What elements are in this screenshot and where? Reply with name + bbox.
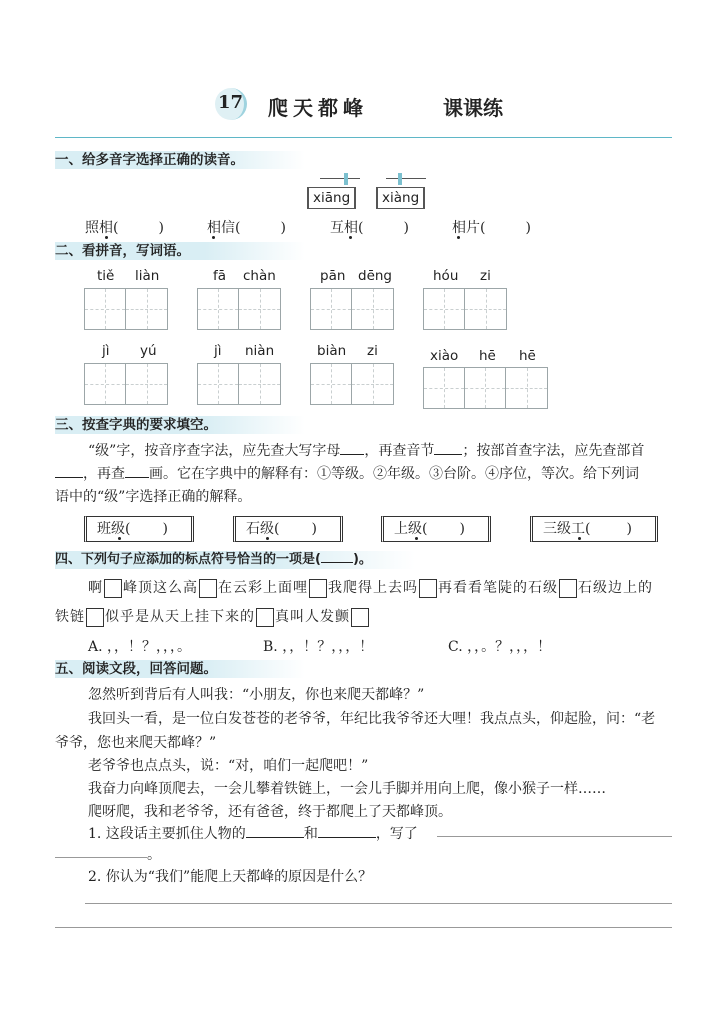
q4-sentence-line-2: 铁链 似乎是从天上挂下来的 真叫人发颤 [55,606,370,627]
answer-line[interactable] [85,903,672,904]
question-1-end: 。 [147,847,161,863]
pinyin-fachan-2: chàn [243,268,276,284]
pinyin-bianzi-2: zi [367,343,378,359]
q4-sentence-line-1: 啊 峰顶这么高 在云彩上面哩 我爬得上去吗 再看看笔陡的石级 石级边上的 [88,580,653,596]
lesson-title: 爬天都峰 [268,96,368,120]
pinyin-tielian-2: liàn [135,268,160,284]
writing-grid[interactable] [197,363,281,405]
pinyin-houzi-2: zi [480,268,491,284]
punctuation-box[interactable] [86,608,104,627]
writing-grid[interactable] [310,363,394,405]
reading-option-2: xiàng [376,187,425,209]
section-5-heading: 五、阅读文段，回答问题。 [55,660,305,678]
emphasis-dot [457,236,460,239]
punctuation-box[interactable] [104,579,122,598]
passage-paragraph-4: 我奋力向峰顶爬去，一会儿攀着铁链上，一会儿手脚并用向上爬，像小猴子一样…… [88,781,606,797]
pinyin-jiyu-2: yú [140,343,157,359]
reading-marker-1 [344,173,348,185]
writing-grid[interactable] [84,288,168,330]
word-zhaoxiang: 照相( ) [85,220,164,236]
question-2: 2. 你认为“我们”能爬上天都峰的原因是什么？ [88,869,373,885]
question-1: 1. 这段话主要抓住人物的 和 ，写了 [88,826,418,842]
reading-option-1: xiāng [307,187,356,209]
word-xiangpian: 相片( ) [452,220,531,236]
emphasis-dot [118,537,121,540]
section-1-heading: 一、给多音字选择正确的读音。 [55,151,305,169]
writing-grid[interactable] [423,367,548,409]
header-divider [55,137,672,138]
punctuation-box[interactable] [559,579,577,598]
emphasis-dot [415,537,418,540]
section-4-heading: 四、下列句子应添加的标点符号恰当的一项是( )。 [55,551,415,569]
section-3-heading: 三、按查字典的要求填空。 [55,416,305,434]
section-2-heading: 二、看拼音，写词语。 [55,242,305,260]
punctuation-box[interactable] [309,579,327,598]
word-huxiang: 互相( ) [330,220,409,236]
answer-line[interactable] [55,857,147,858]
pinyin-tielian-1: tiě [97,268,115,284]
answer-line[interactable] [437,836,672,837]
writing-grid[interactable] [197,288,281,330]
meaning-choice-shangji[interactable]: 上级( ) [381,516,491,542]
answer-line[interactable] [55,927,672,928]
pinyin-xiaohehe-3: hē [519,348,536,364]
passage-paragraph-2b: 爷爷，您也来爬天都峰？” [55,735,217,751]
meaning-choice-banji[interactable]: 班级( ) [84,516,194,542]
pinyin-pandeng-2: dēng [358,268,393,284]
writing-grid[interactable] [423,288,507,330]
word-xiangxin: 相信( ) [207,220,286,236]
punctuation-box[interactable] [351,608,369,627]
pinyin-jiyu-1: jì [102,343,110,359]
reading-marker-2 [398,173,402,185]
reading-rule-2 [386,178,426,179]
q3-line-1: “级”字，按音序查字法，应先查大写字母 ，再查音节 ；按部首查字法，应先查部首 [88,443,645,459]
emphasis-dot [212,236,215,239]
writing-grid[interactable] [310,288,394,330]
option-a[interactable]: A. ，，！？，，，。 [88,639,192,655]
pinyin-fachan-1: fā [213,268,227,284]
lesson-number: 17 [218,92,244,113]
pinyin-jinian-2: niàn [245,343,275,359]
passage-paragraph-3: 老爷爷也点点头，说：“对，咱们一起爬吧！” [88,758,369,774]
pinyin-xiaohehe-1: xiào [430,348,459,364]
punctuation-box[interactable] [256,608,274,627]
pinyin-bianzi-1: biàn [317,343,347,359]
pinyin-pandeng-1: pān [320,268,346,284]
worksheet-tag: 课课练 [443,96,503,120]
pinyin-jinian-1: jì [214,343,222,359]
pinyin-xiaohehe-2: hē [479,348,496,364]
emphasis-dot [266,537,269,540]
reading-rule-1 [320,178,360,179]
passage-paragraph-5: 爬呀爬，我和老爷爷，还有爸爸，终于都爬上了天都峰顶。 [88,804,452,820]
meaning-choice-sanjigong[interactable]: 三级工( ) [530,516,658,542]
q3-line-3: 语中的“级”字选择正确的解释。 [55,489,252,505]
pinyin-houzi-1: hóu [433,268,459,284]
meaning-choice-shiji[interactable]: 石级( ) [233,516,343,542]
punctuation-box[interactable] [199,579,217,598]
option-c[interactable]: C. ，，。？，，，！ [448,639,552,655]
passage-paragraph-1: 忽然听到背后有人叫我：“小朋友，你也来爬天都峰？” [88,687,425,703]
emphasis-dot [105,236,108,239]
passage-paragraph-2a: 我回头一看，是一位白发苍苍的老爷爷，年纪比我爷爷还大哩！我点点头，仰起脸，问：“老 [88,711,656,727]
punctuation-box[interactable] [419,579,437,598]
emphasis-dot [578,537,581,540]
writing-grid[interactable] [84,363,168,405]
option-b[interactable]: B. ，，！？，，，！ [263,639,374,655]
emphasis-dot [349,236,352,239]
q3-line-2: ，再查 画。它在字典中的解释有：①等级。②年级。③台阶。④序位，等次。给下列词 [55,463,639,483]
